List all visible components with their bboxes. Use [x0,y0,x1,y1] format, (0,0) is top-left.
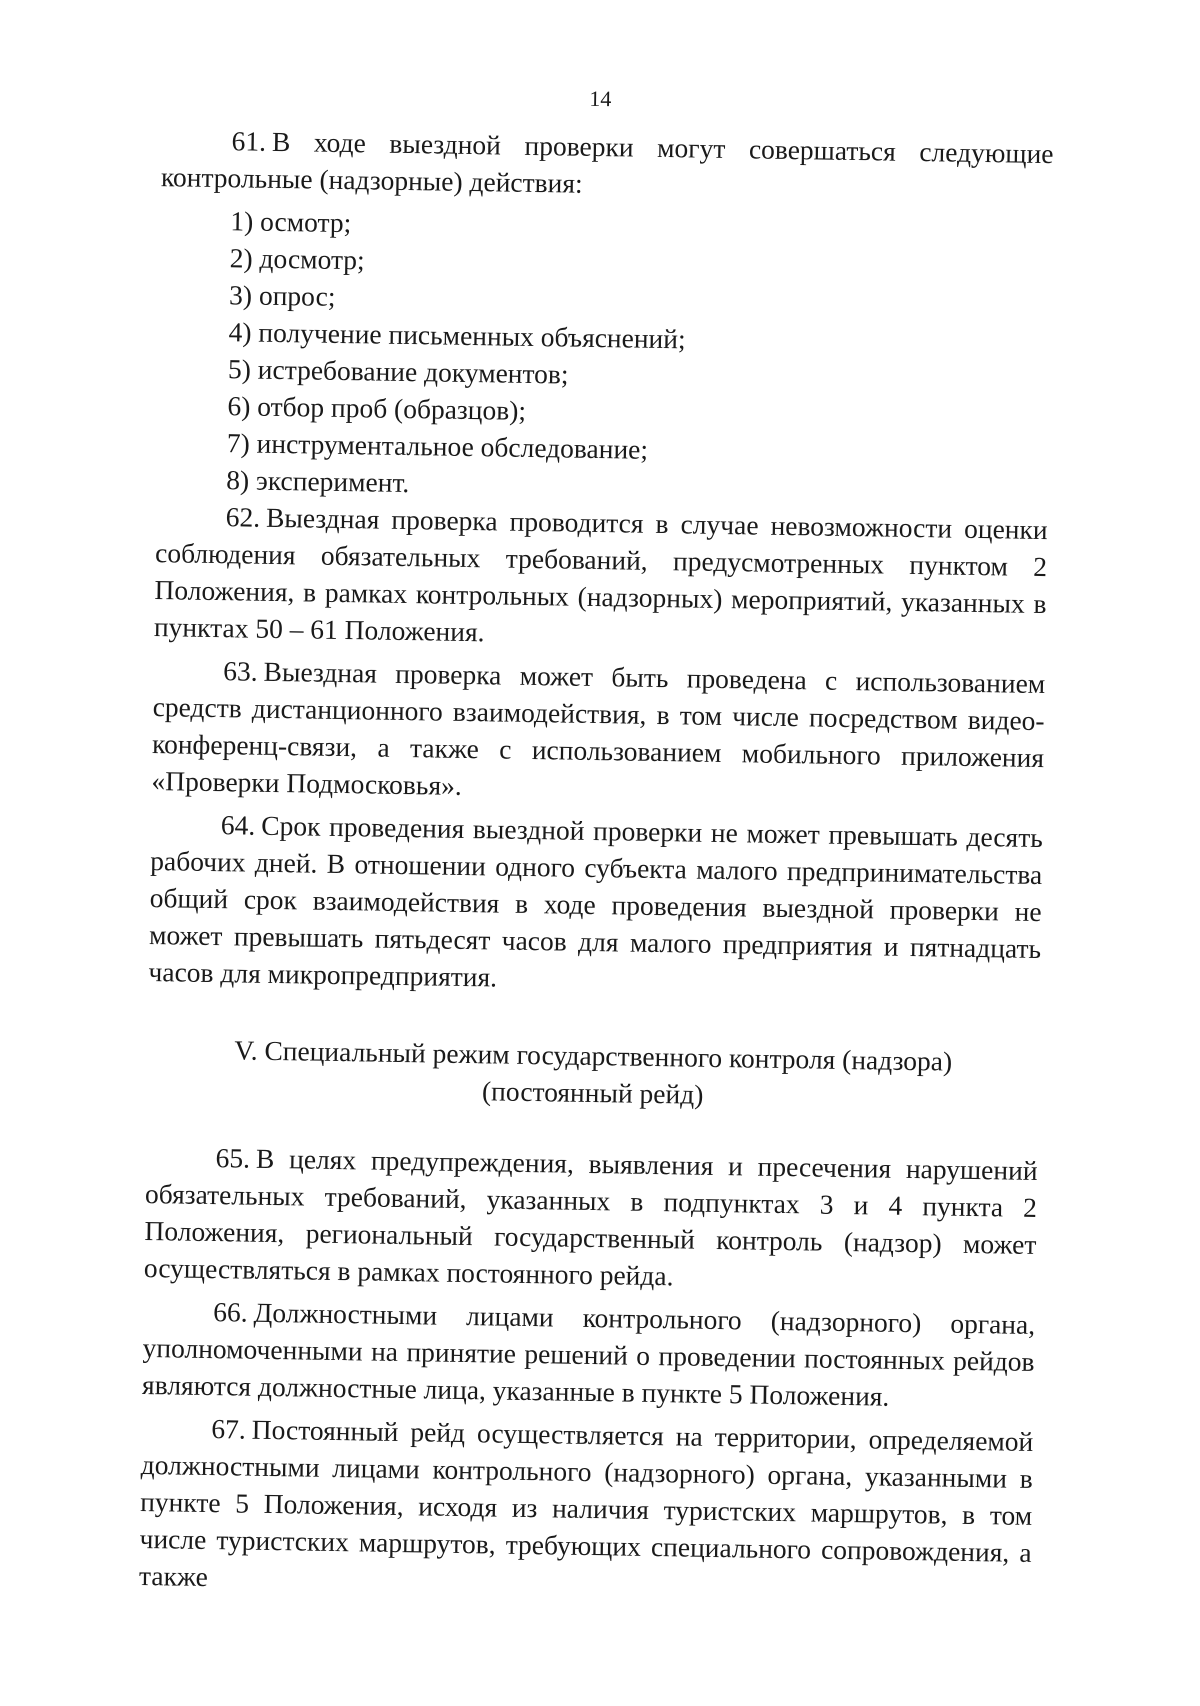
paragraph-number: 61. [231,125,267,157]
paragraph-number: 67. [211,1413,247,1445]
paragraph-61 [161,121,1054,209]
list-item: 8) эксперимент. [226,464,410,499]
paragraph-65 [144,1138,1038,1300]
list-item: 6) отбор проб (образцов); [227,390,527,426]
paragraph-number: 62. [225,501,261,533]
paragraph-64 [148,805,1043,1004]
paragraph-text: Должностными лицами контрольного (надзорного) органа, уполномоченными на принятие решений о проведении постоянных рейдов являются должностные лица, указанные в пункте 5 Положения. [141,1296,1036,1412]
paragraph-text: Выездная проверка проводится в случае невозможности оценки соблюдения обязательных требований, предусмотренных пунктом 2 Положения, в рамках контрольных (надзорных) мероприятий, указанных в пунктах 50 – 61 Положения. [153,501,1048,648]
paragraph-number: 63. [223,655,258,687]
paragraph-66 [142,1292,1036,1417]
list-item: 2) досмотр; [229,242,365,276]
paragraph-62 [154,497,1048,659]
paragraph-text: Постоянный рейд осуществляется на территории, определяемой должностными лицами контрольного (надзорного) органа, указанными в пункте 5 Положения, исходя из наличия туристских маршрутов, в том числе туристских маршрутов, требующих специального сопровождения, а также [138,1413,1034,1593]
list-item: 7) инструментальное обследование; [226,427,649,465]
document-body [139,121,1054,1614]
paragraph-63 [151,651,1045,813]
paragraph-67 [139,1409,1034,1608]
section-heading-subtitle: (постоянный рейд) [481,1075,704,1110]
list-item: 1) осмотр; [230,205,352,239]
paragraph-number: 66. [212,1296,248,1328]
list-item: 3) опрос; [228,279,336,312]
paragraph-text: Срок проведения выездной проверки не может превышать десять рабочих дней. В отношении одного субъекта малого предпринимательства общий срок взаимодействия в ходе проведения выездной проверки не может превышать пятьдесят часов для малого предприятия и пятнадцать часов для микропредприятия. [148,809,1044,993]
paragraph-text: Выездная проверка может быть проведена с использованием средств дистанционного взаимодействия, в том числе посредством видео-конференц-связи, а также с использованием мобильного приложения «Проверки Подмосковья». [151,655,1046,801]
paragraph-number: 65. [215,1142,251,1174]
section-heading-line: V. Специальный режим государственного контроля (надзора) [234,1034,953,1077]
list-item: 4) получение письменных объяснений; [228,316,686,355]
paragraph-text: В ходе выездной проверки могут совершаться следующие контрольные (надзорные) действия: [160,125,1054,199]
section-heading [146,1030,1039,1118]
paragraph-number: 64. [220,809,256,841]
list-item: 5) истребование документов; [227,353,569,390]
paragraph-text: В целях предупреждения, выявления и пресечения нарушений обязательных требований, указанных в подпунктах 3 и 4 пункта 2 Положения, региональный государственный контроль (надзор) может осуществляться в рамках постоянного рейда. [143,1142,1038,1292]
page-number: 14 [589,85,612,112]
